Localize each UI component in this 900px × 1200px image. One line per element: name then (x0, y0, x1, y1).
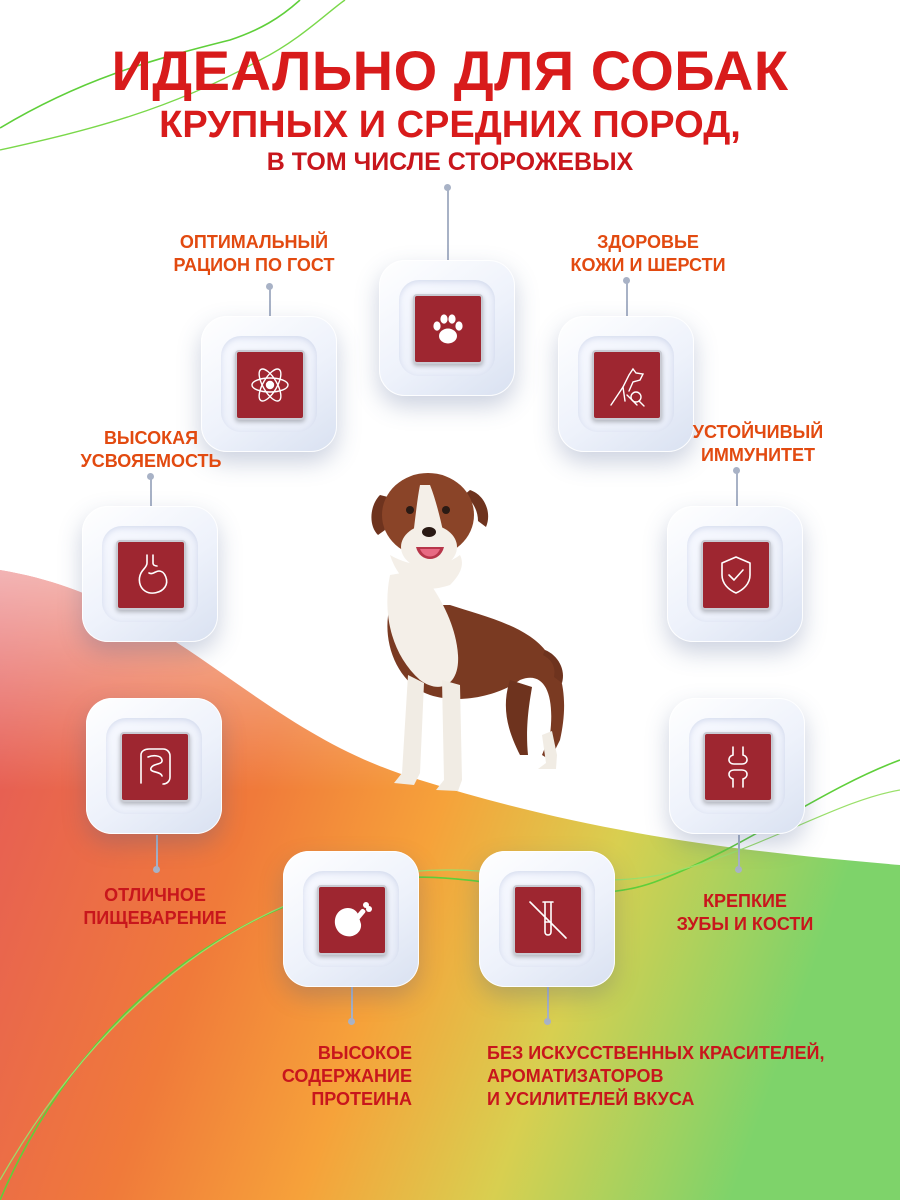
stomach-icon (127, 551, 175, 599)
connector-line (150, 478, 152, 508)
connector-line (626, 282, 628, 316)
connector-dot (623, 277, 630, 284)
connector-dot (153, 866, 160, 873)
label-bones: КРЕПКИЕ ЗУБЫ И КОСТИ (676, 891, 814, 934)
connector-dot (544, 1018, 551, 1025)
headline-line-1: ИДЕАЛЬНО ДЛЯ СОБАК (111, 39, 789, 102)
connector-dot (147, 473, 154, 480)
feature-card-immunity (667, 506, 803, 642)
label-gost: ОПТИМАЛЬНЫЙ РАЦИОН ПО ГОСТ (173, 232, 335, 275)
feature-card-skin (558, 316, 694, 452)
connector-dot (733, 467, 740, 474)
connector-line (351, 985, 353, 1021)
meat-icon (328, 896, 376, 944)
dog-photo (360, 455, 570, 800)
feature-card-digest-high (82, 506, 218, 642)
label-no-additives: БЕЗ ИСКУССТВЕННЫХ КРАСИТЕЛЕЙ, АРОМАТИЗАТОРОВ И УСИЛИТЕЛЕЙ ВКУСА (487, 1043, 825, 1109)
paw-icon (424, 305, 472, 353)
label-digestion: ОТЛИЧНОЕ ПИЩЕВАРЕНИЕ (83, 885, 227, 928)
label-immunity: УСТОЙЧИВЫЙ ИММУНИТЕТ (692, 422, 824, 465)
shield-check-icon (712, 551, 760, 599)
joint-icon (714, 743, 762, 791)
connector-dot (735, 866, 742, 873)
connector-line (547, 985, 549, 1021)
connector-line (156, 835, 158, 869)
feature-card-bones (669, 698, 805, 834)
connector-line (447, 190, 449, 260)
feature-card-paw (379, 260, 515, 396)
test-tube-crossed-icon (524, 896, 572, 944)
connector-line (738, 835, 740, 869)
feature-card-protein (283, 851, 419, 987)
connector-line (736, 472, 738, 506)
feature-card-digestion (86, 698, 222, 834)
headline-line-3: В ТОМ ЧИСЛЕ СТОРОЖЕВЫХ (266, 148, 634, 176)
label-skin: ЗДОРОВЬЕ КОЖИ И ШЕРСТИ (570, 232, 726, 275)
connector-line (269, 288, 271, 318)
atom-icon (246, 361, 294, 409)
intestine-icon (131, 743, 179, 791)
connector-dot (444, 184, 451, 191)
label-digest-high: ВЫСОКАЯ УСВОЯЕМОСТЬ (80, 428, 222, 471)
connector-dot (266, 283, 273, 290)
dog-silhouette-icon (603, 361, 651, 409)
feature-card-no-additives (479, 851, 615, 987)
label-protein: ВЫСОКОЕ СОДЕРЖАНИЕ ПРОТЕИНА (281, 1043, 412, 1109)
headline-line-2: КРУПНЫХ И СРЕДНИХ ПОРОД, (159, 104, 741, 146)
connector-dot (348, 1018, 355, 1025)
